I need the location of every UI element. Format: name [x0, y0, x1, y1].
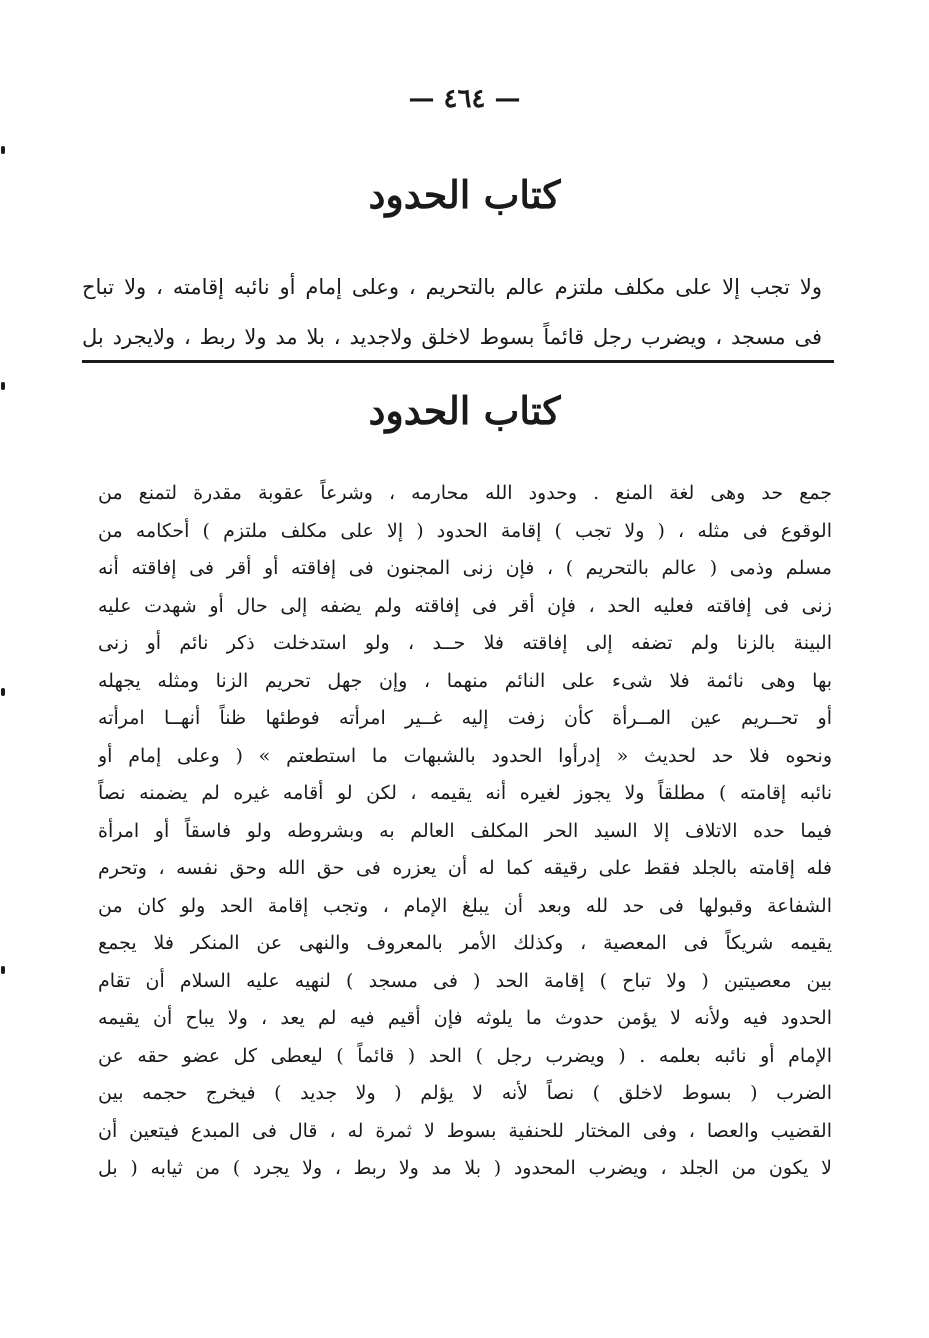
commentary-line: ونحوه فلا حد لحديث « إدرأوا الحدود بالشبهات ما استطعتم » ( وعلى إمام أو — [98, 744, 832, 767]
commentary-line: بها وهى نائمة فلا شىء على النائم منهما ، وإن جهل تحريم الزنا ومثله يجهله — [98, 669, 832, 692]
scan-margin-mark — [1, 382, 5, 390]
commentary-text — [98, 475, 832, 1188]
scan-margin-mark — [1, 146, 5, 154]
commentary-line: جمع حد وهى لغة المنع . وحدود الله محارمه ، وشرعاً عقوبة مقدرة لتمنع من — [98, 482, 832, 504]
matn-text — [82, 262, 822, 362]
scan-margin-mark — [1, 966, 5, 974]
commentary-line: القضيب والعصا ، وفى المختار للحنفية بسوط لا ثمرة له ، قال فى المبدع فيتعين أن — [98, 1119, 832, 1142]
chapter-title-commentary: كتاب الحدود — [368, 388, 561, 433]
commentary-line: البينة بالزنا ولم تضفه إلى إفاقته فلا حــد ، ولو استدخلت ذكر نائم أو زنى — [98, 632, 832, 654]
commentary-line: الحدود فيه ولأنه لا يؤمن حدوث ما يلوثه فإن أقيم فيه لم يعد ، ولا يباح أن يقيمه — [98, 1007, 832, 1029]
commentary-line: الشفاعة وقبولها فى حد لله وبعد أن يبلغ الإمام ، وتجب إقامة الحد ولو كان من — [98, 894, 832, 917]
matn-line: فى مسجد ، ويضرب رجل قائماً بسوط لاخلق ولاجديد ، بلا مد ولا ربط ، ولايجرد بل — [82, 325, 822, 349]
commentary-line: الإمام أو نائبه بعلمه . ( ويضرب رجل ) الحد ( قائماً ) ليعطى كل عضو حقه عن — [98, 1044, 832, 1067]
commentary-line: يقيمه شريكاً فى المعصية ، وكذلك الأمر بالمعروف والنهى عن المنكر فلا يجمع — [98, 932, 832, 954]
scan-margin-mark — [1, 688, 5, 696]
commentary-line: فيما حده الاتلاف إلا السيد الحر المكلف العالم به وبشروطه ولو فاسقاً أو امرأة — [98, 819, 832, 842]
commentary-line: بين معصيتين ( ولا تباح ) إقامة الحد ( فى مسجد ) لنهيه عليه السلام أن تقام — [98, 969, 832, 992]
chapter-title-matn: كتاب الحدود — [368, 172, 561, 217]
commentary-line: أو تحــريم عين المــرأة كأن زفت إليه غــير امرأته فوطئها ظناً أنهــا امرأته — [98, 707, 832, 729]
commentary-line: الضرب ( بسوط لاخلق ) نصاً لأنه لا يؤلم ( ولا جديد ) فيخرج حجمه بين — [98, 1082, 832, 1104]
commentary-line: الوقوع فى مثله ، ( ولا تجب ) إقامة الحدود ( إلا على مكلف ملتزم ) أحكامه من — [98, 519, 832, 542]
matn-line: ولا تجب إلا على مكلف ملتزم عالم بالتحريم ، وعلى إمام أو نائبه إقامته ، ولا تباح — [82, 275, 822, 299]
commentary-line: لا يكون من الجلد ، ويضرب المحدود ( بلا مد ولا ربط ، ولا يجرد ) من ثيابه ( بل — [98, 1157, 832, 1179]
commentary-line: مسلم وذمى ( عالم بالتحريم ) ، فإن زنى المجنون فى إفاقته أو أقر فى إفاقته أنه — [98, 557, 832, 579]
commentary-line: زنى فى إفاقته فعليه الحد ، فإن أقر فى إفاقته ولم يضفه إلى حال أو شهدت عليه — [98, 594, 832, 617]
page-number: — ٤٦٤ — — [408, 84, 521, 114]
commentary-line: فله إقامته بالجلد فقط على رقيقه كما له أن يعزره فى حق الله وحق نفسه ، وتحرم — [98, 857, 832, 879]
commentary-line: نائبه إقامته ) مطلقاً ولا يجوز لغيره أنه يقيمه ، لكن لو أقامه غيره لم يضمنه نصاً — [98, 782, 832, 804]
section-divider — [82, 360, 834, 363]
